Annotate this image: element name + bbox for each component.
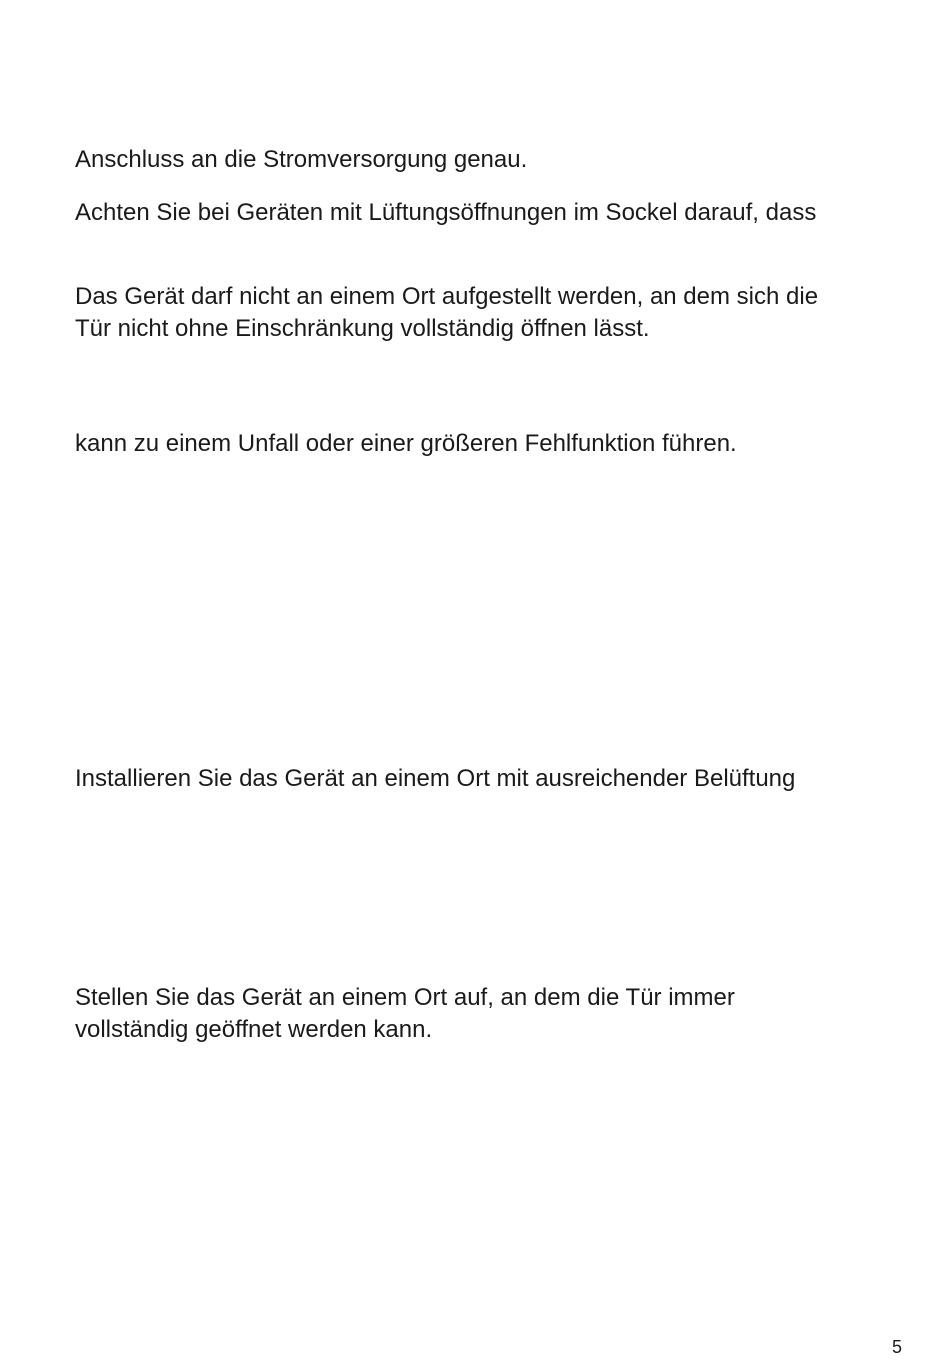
- page-number: 5: [891, 1337, 902, 1357]
- paragraph-door-open-line-2: vollständig geöffnet werden kann.: [75, 1016, 433, 1043]
- paragraph-door-placement-line-1: Das Gerät darf nicht an einem Ort aufgestellt werden, an dem sich die: [75, 283, 819, 310]
- paragraph-power-connection: Anschluss an die Stromversorgung genau.: [75, 146, 528, 173]
- paragraph-door-placement-line-2: Tür nicht ohne Einschränkung vollständig öffnen lässt.: [75, 315, 650, 342]
- paragraph-accident-warning: kann zu einem Unfall oder einer größeren Fehlfunktion führen.: [75, 430, 737, 457]
- paragraph-install-ventilation: Installieren Sie das Gerät an einem Ort mit ausreichender Belüftung: [75, 765, 796, 792]
- paragraph-door-open-line-1: Stellen Sie das Gerät an einem Ort auf, an dem die Tür immer: [75, 984, 735, 1011]
- paragraph-ventilation-openings: Achten Sie bei Geräten mit Lüftungsöffnungen im Sockel darauf, dass: [75, 199, 817, 226]
